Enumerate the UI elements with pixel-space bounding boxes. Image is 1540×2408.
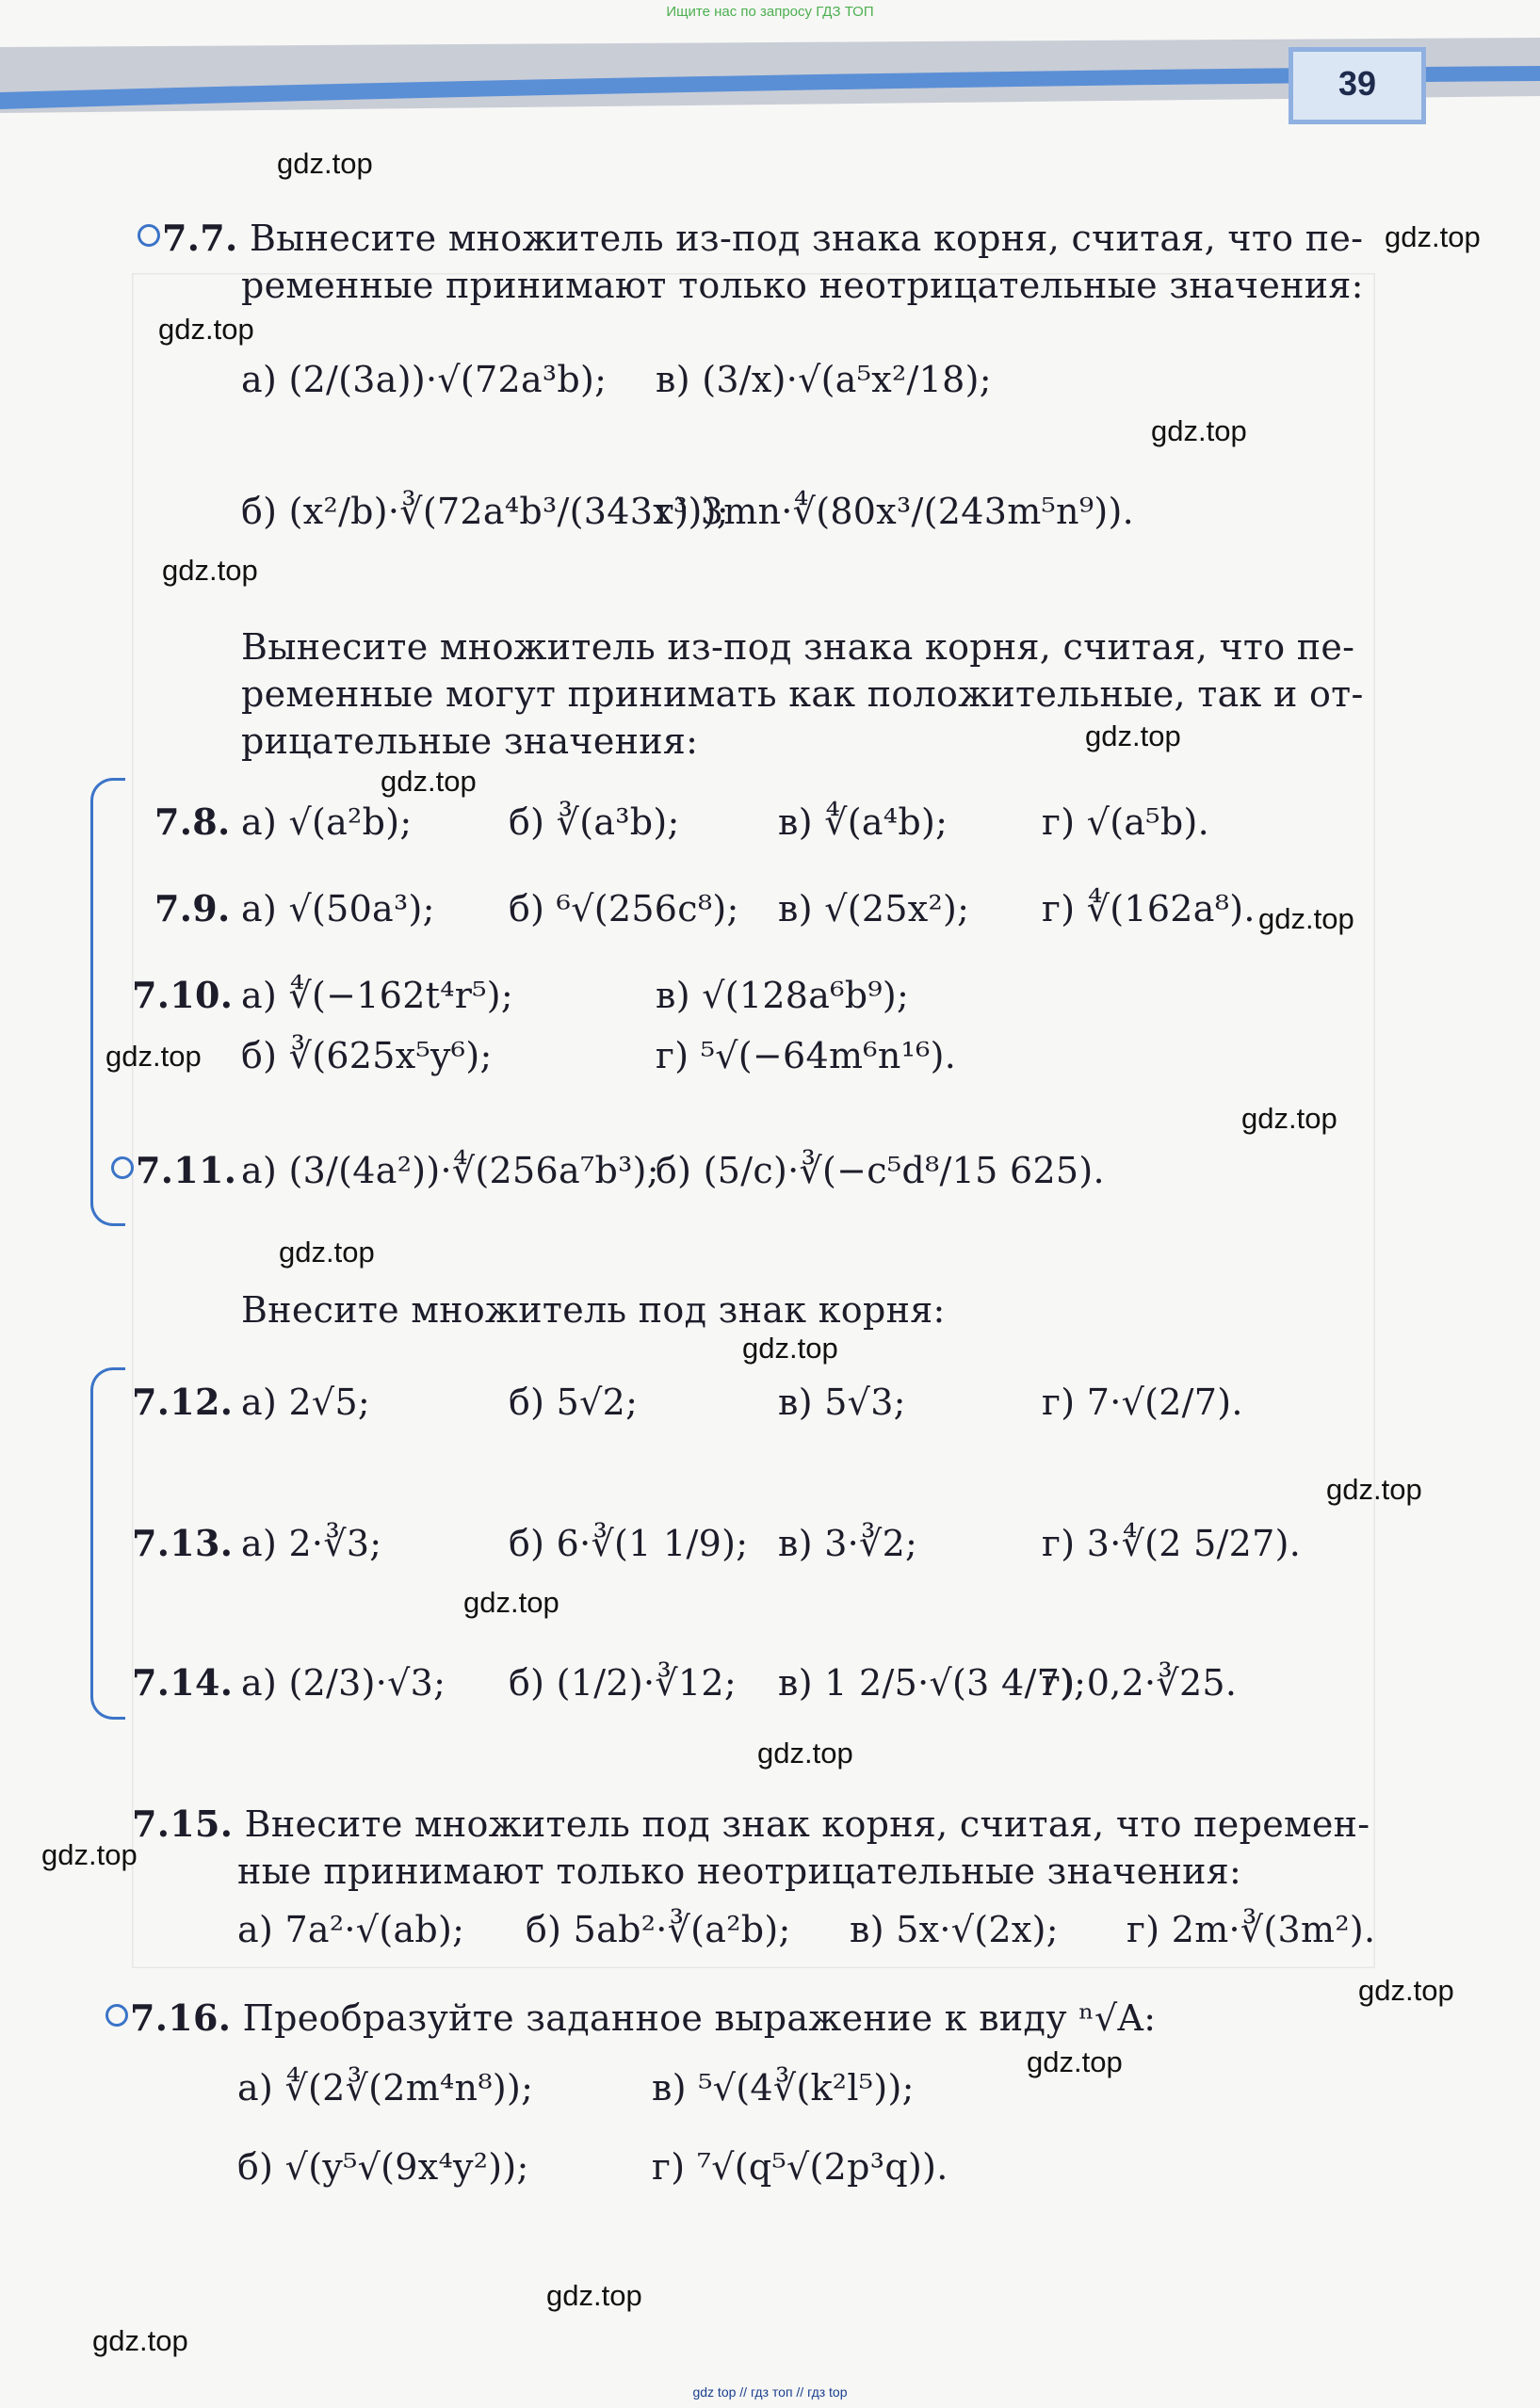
problem-number: 7.7. [162, 217, 238, 259]
instruction-line1: Вынесите множитель из-под знака корня, считая, что пе- [241, 626, 1355, 668]
problem-number: 7.9. [154, 887, 231, 929]
watermark: gdz.top [1385, 220, 1481, 253]
item-v: в) ⁵√(4∛(k²l⁵)); [652, 2067, 915, 2109]
problem-text: Внесите множитель под знак корня, считая, что перемен- [244, 1803, 1370, 1845]
item-v: в) 5x·√(2x); [850, 1909, 1059, 1950]
item-a: а) 2√5; [241, 1382, 371, 1423]
item-a: а) (2/(3a))·√(72a³b); [241, 359, 608, 400]
item-a: а) √(50a³); [241, 888, 435, 929]
item-b: б) 5ab²·∛(a²b); [526, 1909, 791, 1950]
circle-marker-icon [111, 1156, 134, 1179]
item-g: г) 2m·∛(3m²). [1127, 1909, 1376, 1950]
problem-number: 7.12. [132, 1381, 234, 1423]
watermark: gdz.top [757, 1737, 853, 1770]
item-b: б) (x²/b)·∛(72a⁴b³/(343x³)); [241, 491, 729, 532]
item-v: в) 5√3; [778, 1382, 906, 1423]
item-b: б) ⁶√(256c⁸); [509, 888, 739, 929]
problem-number: 7.14. [132, 1661, 234, 1704]
item-a: а) ∜(−162t⁴r⁵); [241, 975, 513, 1016]
instruction-line3: рицательные значения: [241, 720, 699, 762]
instruction-line2: ременные могут принимать как положительные, так и от- [241, 673, 1364, 715]
item-a: а) 7a²·√(ab); [237, 1909, 465, 1950]
problem-7-15-line1 [132, 1801, 1370, 1848]
watermark: gdz.top [463, 1586, 559, 1619]
item-g: г) ⁷√(q⁵√(2p³q)). [652, 2146, 948, 2188]
problem-text: Преобразуйте заданное выражение к виду ⁿ√A: [242, 1997, 1157, 2039]
item-a: а) (2/3)·√3; [241, 1662, 446, 1704]
watermark: gdz.top [1027, 2045, 1123, 2078]
item-g: г) 7·√(2/7). [1042, 1382, 1243, 1423]
item-a: а) √(a²b); [241, 801, 413, 843]
problem-7-7-line2: ременные принимают только неотрицательные значения: [241, 265, 1364, 306]
problem-number: 7.15. [132, 1802, 234, 1845]
problem-7-16-line1 [105, 1995, 1156, 2042]
watermark: gdz.top [1358, 1974, 1454, 2007]
item-v: в) (3/x)·√(a⁵x²/18); [656, 359, 992, 400]
problem-number: 7.10. [132, 974, 234, 1016]
item-g: г) ∜(162a⁸). [1042, 888, 1256, 929]
item-g: г) 3mn·∜(80x³/(243m⁵n⁹)). [656, 491, 1134, 532]
problem-number: 7.13. [132, 1522, 234, 1564]
item-v: в) √(25x²); [778, 888, 970, 929]
item-a: а) ∜(2∛(2m⁴n⁸)); [237, 2067, 534, 2109]
watermark: gdz.top [381, 765, 477, 798]
item-a: а) 2·∛3; [241, 1523, 382, 1564]
problem-number: 7.8. [154, 800, 231, 843]
watermark: gdz.top [158, 313, 254, 346]
watermark: gdz.top [1241, 1102, 1337, 1135]
problem-7-7-line1 [138, 215, 1363, 262]
item-g: г) ⁵√(−64m⁶n¹⁶). [656, 1035, 957, 1076]
item-b: б) (1/2)·∛12; [509, 1662, 737, 1704]
watermark: gdz.top [1085, 719, 1181, 752]
item-b: б) (5/c)·∛(−c⁵d⁸/15 625). [656, 1150, 1105, 1191]
item-b: б) 6·∛(1 1/9); [509, 1523, 749, 1564]
item-b: б) ∛(625x⁵y⁶); [241, 1035, 493, 1076]
item-a: а) (3/(4a²))·∜(256a⁷b³); [241, 1150, 659, 1191]
bottom-note: gdz top // гдз топ // гдз top [692, 2384, 848, 2400]
watermark: gdz.top [1258, 902, 1354, 935]
item-b: б) ∛(a³b); [509, 801, 680, 843]
item-b: б) 5√2; [509, 1382, 639, 1423]
watermark: gdz.top [279, 1236, 375, 1269]
item-b: б) √(y⁵√(9x⁴y²)); [237, 2146, 529, 2188]
problem-7-15-line2: ные принимают только неотрицательные значения: [237, 1850, 1242, 1892]
circle-marker-icon [105, 2004, 128, 2027]
watermark: gdz.top [277, 147, 373, 180]
item-g: г) √(a⁵b). [1042, 801, 1209, 843]
group-bracket [90, 1367, 125, 1720]
watermark: gdz.top [105, 1040, 202, 1073]
item-v: в) 3·∛2; [778, 1523, 918, 1564]
watermark: gdz.top [41, 1838, 138, 1871]
watermark: gdz.top [1326, 1473, 1422, 1506]
problem-text: Вынесите множитель из-под знака корня, считая, что пе- [249, 218, 1364, 259]
item-g: г) 0,2·∛25. [1042, 1662, 1238, 1704]
problem-number: 7.16. [130, 1996, 232, 2039]
item-v: в) 1 2/5·√(3 4/7); [778, 1662, 1087, 1704]
circle-marker-icon [138, 224, 160, 247]
item-v: в) ∜(a⁴b); [778, 801, 948, 843]
problem-7-11 [111, 1147, 236, 1194]
page-number: 39 [1337, 64, 1377, 103]
problem-number: 7.11. [136, 1149, 237, 1191]
watermark: gdz.top [162, 554, 258, 587]
item-g: г) 3·∜(2 5/27). [1042, 1523, 1302, 1564]
top-note: Ищите нас по запросу ГДЗ ТОП [666, 4, 874, 20]
watermark: gdz.top [1151, 414, 1247, 447]
watermark: gdz.top [92, 2324, 188, 2357]
watermark: gdz.top [546, 2279, 642, 2312]
watermark: gdz.top [742, 1332, 838, 1365]
item-v: в) √(128a⁶b⁹); [656, 975, 910, 1016]
instruction: Внесите множитель под знак корня: [241, 1289, 946, 1331]
